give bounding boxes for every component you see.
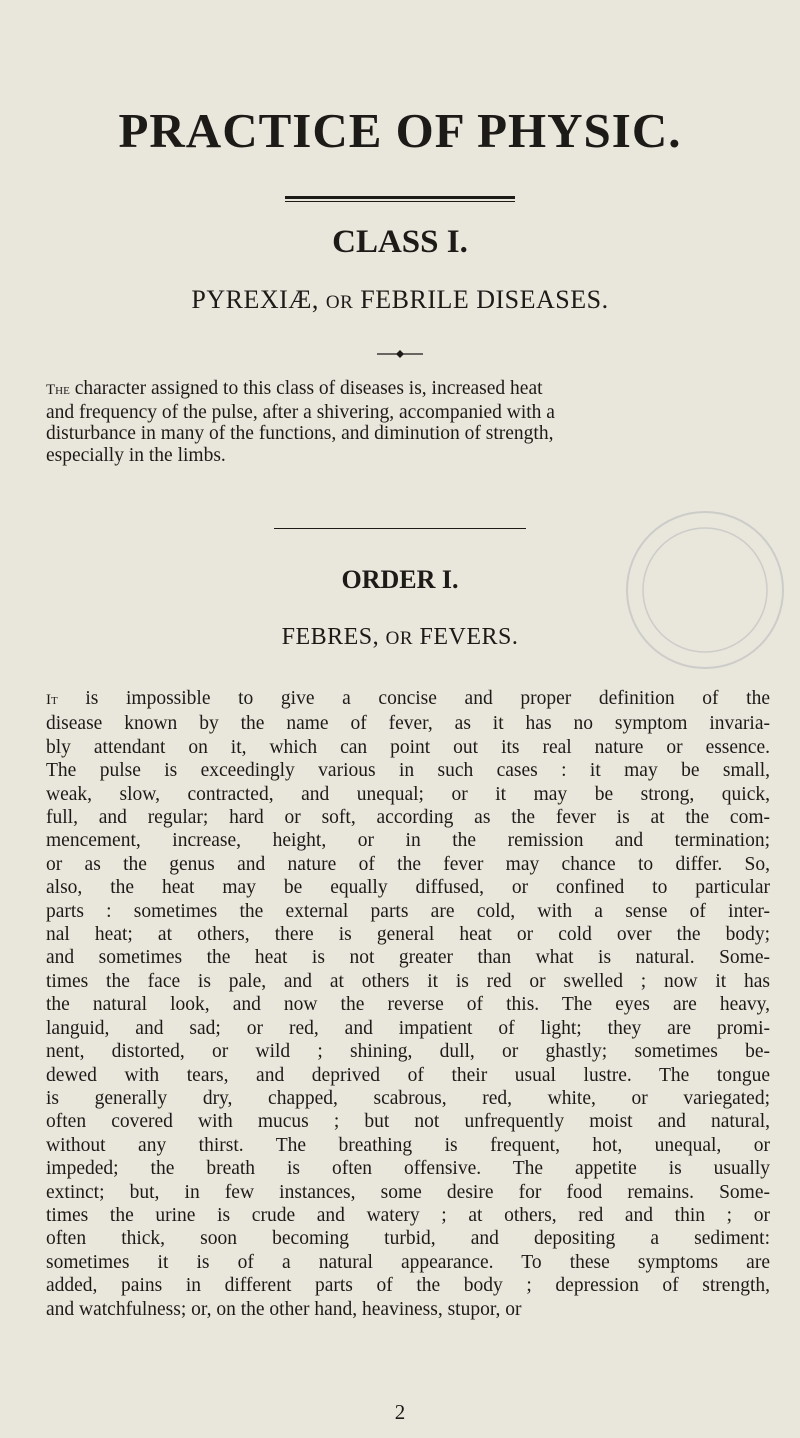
class-subheading-part2: FEBRILE DISEASES. — [360, 285, 609, 314]
ornament-divider-icon — [375, 348, 425, 360]
class-description — [46, 378, 770, 466]
body-line: often covered with mucus ; but not unfrequently moist and natural, — [46, 1111, 770, 1133]
body-line: and sometimes the heat is not greater than what is natural. Some- — [46, 947, 770, 969]
body-line: impeded; the breath is often offensive. The appetite is usually — [46, 1158, 770, 1180]
body-line: the natural look, and now the reverse of this. The eyes are heavy, — [46, 994, 770, 1016]
body-line: nal heat; at others, there is general heat or cold over the body; — [46, 924, 770, 946]
intro-line: especially in the limbs. — [46, 444, 226, 466]
body-line — [46, 687, 770, 712]
intro-dropcap: The — [46, 382, 70, 398]
body-line: languid, and sad; or red, and impatient of light; they are promi- — [46, 1017, 770, 1039]
body-line: and watchfulness; or, on the other hand, heaviness, stupor, or — [46, 1298, 522, 1320]
title-divider-thin — [285, 201, 515, 202]
class-heading: CLASS I. — [332, 224, 468, 260]
body-line: dewed with tears, and deprived of their usual lustre. The tongue — [46, 1064, 770, 1086]
body-line: nent, distorted, or wild ; shining, dull, or ghastly; sometimes be- — [46, 1041, 770, 1063]
body-line: parts : sometimes the external parts are cold, with a sense of inter- — [46, 900, 770, 922]
order-subheading-connector: OR — [385, 628, 414, 649]
body-line: times the face is pale, and at others it is red or swelled ; now it has — [46, 970, 770, 992]
body-line: sometimes it is of a natural appearance. To these symptoms are — [46, 1251, 770, 1273]
body-line: without any thirst. The breathing is frequent, hot, unequal, or — [46, 1134, 770, 1156]
page-number: 2 — [394, 1400, 406, 1424]
order-subheading-part2: FEVERS. — [419, 624, 519, 650]
body-line: times the urine is crude and watery ; at others, red and thin ; or — [46, 1204, 770, 1226]
class-subheading-part1: PYREXIÆ, — [191, 285, 319, 314]
body-line: bly attendant on it, which can point out its real nature or essence. — [46, 736, 770, 758]
order-subheading-part1: FEBRES, — [281, 624, 380, 650]
intro-line: and frequency of the pulse, after a shivering, accompanied with a — [46, 401, 555, 423]
class-subheading-connector: OR — [325, 292, 354, 313]
body-line: or as the genus and nature of the fever may chance to differ. So, — [46, 853, 770, 875]
fever-description — [46, 687, 770, 1321]
body-line: also, the heat may be equally diffused, or confined to particular — [46, 877, 770, 899]
body-line: is generally dry, chapped, scabrous, red, white, or variegated; — [46, 1087, 770, 1109]
title-divider-thick — [285, 196, 515, 199]
body-dropcap: It — [46, 692, 58, 708]
body-line: The pulse is exceedingly various in such cases : it may be small, — [46, 760, 770, 782]
intro-line: character assigned to this class of diseases is, increased heat — [74, 378, 543, 399]
order-subheading — [0, 625, 800, 649]
body-line: added, pains in different parts of the body ; depression of strength, — [46, 1275, 770, 1297]
order-heading: ORDER I. — [341, 565, 459, 594]
body-line: mencement, increase, height, or in the remission and termination; — [46, 830, 770, 852]
intro-line: disturbance in many of the functions, and diminution of strength, — [46, 423, 554, 444]
body-line: often thick, soon becoming turbid, and depositing a sediment: — [46, 1228, 770, 1250]
body-line: full, and regular; hard or soft, according as the fever is at the com- — [46, 807, 770, 829]
body-line: extinct; but, in few instances, some desire for food remains. Some- — [46, 1181, 770, 1203]
page-title: PRACTICE OF PHYSIC. — [118, 103, 682, 158]
body-line-text: is impossible to give a concise and proper definition of the — [85, 688, 771, 709]
body-line: weak, slow, contracted, and unequal; or it may be strong, quick, — [46, 783, 770, 805]
order-divider — [274, 528, 526, 529]
body-line: disease known by the name of fever, as it has no symptom invaria- — [46, 713, 770, 735]
class-subheading — [0, 287, 800, 313]
